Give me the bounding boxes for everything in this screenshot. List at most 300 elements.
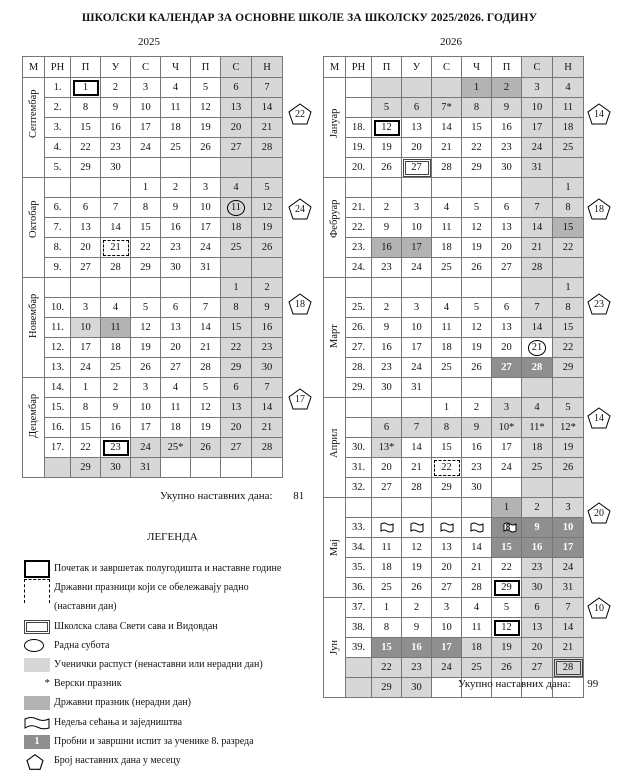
remembrance-week-flag-icon bbox=[470, 522, 484, 533]
week-row bbox=[23, 378, 283, 398]
day-cell: 18 bbox=[553, 118, 584, 138]
legend-text: Школска слава Свети сава и Видовдан bbox=[54, 620, 218, 632]
week-row bbox=[324, 598, 584, 618]
day-cell bbox=[462, 378, 492, 398]
week-row bbox=[23, 118, 283, 138]
day-cell: 15 bbox=[221, 318, 252, 338]
week-number bbox=[346, 678, 372, 698]
day-cell: 24 bbox=[492, 458, 522, 478]
day-cell bbox=[221, 458, 252, 478]
day-cell: 15 bbox=[372, 638, 402, 658]
day-cell: 27 bbox=[221, 138, 252, 158]
header-cell: Ч bbox=[161, 57, 191, 78]
day-cell: 5 bbox=[191, 78, 221, 98]
day-cell: 16 bbox=[101, 418, 131, 438]
day-cell: 27 bbox=[71, 258, 101, 278]
day-cell bbox=[372, 518, 402, 538]
week-number: 16. bbox=[45, 418, 71, 438]
day-cell: 8 bbox=[221, 298, 252, 318]
week-number bbox=[346, 98, 372, 118]
day-cell: 7* bbox=[432, 98, 462, 118]
week-number: 17. bbox=[45, 438, 71, 458]
day-cell bbox=[492, 478, 522, 498]
day-cell: 23 bbox=[402, 658, 432, 678]
day-cell: 20 bbox=[221, 418, 252, 438]
day-cell: 4 bbox=[161, 78, 191, 98]
day-cell bbox=[553, 158, 584, 178]
day-cell: 20 bbox=[161, 338, 191, 358]
day-cell: 10* bbox=[492, 418, 522, 438]
day-cell: 3 bbox=[131, 378, 161, 398]
day-cell: 6 bbox=[522, 598, 553, 618]
week-row bbox=[23, 458, 283, 478]
month-label-cell bbox=[324, 598, 346, 698]
year-left: 2025 bbox=[138, 36, 160, 48]
week-row bbox=[23, 158, 283, 178]
month-label-cell bbox=[23, 178, 45, 278]
calendar-2025 bbox=[22, 56, 283, 478]
day-cell: 19 bbox=[462, 338, 492, 358]
day-cell: 31 bbox=[522, 158, 553, 178]
day-cell: 3 bbox=[402, 298, 432, 318]
day-cell: 2 bbox=[492, 78, 522, 98]
day-cell bbox=[432, 678, 462, 698]
day-cell: 28 bbox=[522, 258, 553, 278]
week-row bbox=[324, 138, 584, 158]
day-cell: 21 bbox=[191, 338, 221, 358]
day-cell: 5 bbox=[191, 378, 221, 398]
day-cell: 12 bbox=[191, 398, 221, 418]
week-number: 38. bbox=[346, 618, 372, 638]
day-cell: 23 bbox=[372, 258, 402, 278]
day-cell: 18 bbox=[372, 558, 402, 578]
legend-text: Државни празник (нерадни дан) bbox=[54, 697, 191, 709]
working-saturday-oval: 11 bbox=[227, 200, 245, 216]
day-cell bbox=[252, 158, 283, 178]
day-cell: 26 bbox=[462, 258, 492, 278]
day-cell bbox=[522, 178, 553, 198]
day-cell: 22 bbox=[462, 138, 492, 158]
day-cell: 24 bbox=[402, 258, 432, 278]
day-cell: 9 bbox=[101, 98, 131, 118]
day-cell: 9 bbox=[402, 618, 432, 638]
day-cell: 27 bbox=[221, 438, 252, 458]
header-cell: Н bbox=[252, 57, 283, 78]
day-cell: 17 bbox=[432, 638, 462, 658]
day-cell: 25 bbox=[101, 358, 131, 378]
day-cell: 19 bbox=[191, 118, 221, 138]
week-number: 13. bbox=[45, 358, 71, 378]
day-cell: 4 bbox=[462, 598, 492, 618]
day-cell: 6 bbox=[161, 298, 191, 318]
day-cell: 1 bbox=[553, 278, 584, 298]
day-cell bbox=[71, 278, 101, 298]
day-cell: 18 bbox=[221, 218, 252, 238]
day-cell: 4 bbox=[101, 298, 131, 318]
day-cell: 8 bbox=[71, 98, 101, 118]
day-cell: 27 bbox=[432, 578, 462, 598]
week-row bbox=[23, 338, 283, 358]
month-days-count: 22 bbox=[295, 109, 305, 120]
week-row bbox=[324, 78, 584, 98]
day-cell: 4 bbox=[221, 178, 252, 198]
day-cell: 15 bbox=[492, 538, 522, 558]
month-days-count: 17 bbox=[295, 394, 305, 405]
week-row bbox=[324, 578, 584, 598]
day-cell bbox=[432, 178, 462, 198]
week-number bbox=[346, 658, 372, 678]
day-cell bbox=[372, 498, 402, 518]
day-cell: 18 bbox=[161, 118, 191, 138]
month-name: Јун bbox=[329, 640, 340, 655]
day-cell: 4 bbox=[432, 198, 462, 218]
day-cell: 21 bbox=[101, 238, 131, 258]
month-days-count: 24 bbox=[295, 204, 305, 215]
vacation-swatch bbox=[24, 658, 50, 672]
day-cell: 19 bbox=[462, 238, 492, 258]
month-label-cell bbox=[23, 278, 45, 378]
day-cell: 30 bbox=[492, 158, 522, 178]
week-number: 33. bbox=[346, 518, 372, 538]
day-cell: 22 bbox=[553, 338, 584, 358]
day-cell: 20 bbox=[492, 338, 522, 358]
day-cell: 8 bbox=[432, 418, 462, 438]
day-cell: 14 bbox=[522, 318, 553, 338]
header-cell: С bbox=[131, 57, 161, 78]
header-cell: У bbox=[101, 57, 131, 78]
flag-icon bbox=[24, 716, 50, 730]
month-days-pentagon bbox=[587, 597, 611, 619]
header-cell: РН bbox=[346, 57, 372, 78]
day-cell: 3 bbox=[191, 178, 221, 198]
week-number: 12. bbox=[45, 338, 71, 358]
day-cell: 28 bbox=[252, 138, 283, 158]
day-cell: 17 bbox=[492, 438, 522, 458]
day-cell: 18 bbox=[161, 418, 191, 438]
week-row bbox=[23, 438, 283, 458]
month-days-count: 18 bbox=[295, 299, 305, 310]
month-days-pentagon bbox=[587, 293, 611, 315]
day-cell: 25 bbox=[372, 578, 402, 598]
legend-spacer bbox=[24, 600, 50, 614]
day-cell: 26 bbox=[191, 138, 221, 158]
state-holiday-swatch bbox=[24, 696, 50, 710]
month-label-cell bbox=[324, 398, 346, 498]
day-cell: 19 bbox=[402, 558, 432, 578]
week-row bbox=[324, 518, 584, 538]
week-number bbox=[346, 398, 372, 418]
day-cell: 24 bbox=[432, 658, 462, 678]
day-cell: 23 bbox=[462, 458, 492, 478]
day-cell: 8 bbox=[553, 298, 584, 318]
day-cell: 22 bbox=[71, 138, 101, 158]
month-days-pentagon bbox=[288, 198, 312, 220]
day-cell: 29 bbox=[553, 358, 584, 378]
day-cell: 18 bbox=[432, 338, 462, 358]
day-cell bbox=[252, 458, 283, 478]
day-cell: 8 bbox=[131, 198, 161, 218]
month-days-pentagon bbox=[587, 502, 611, 524]
day-cell: 22 bbox=[492, 558, 522, 578]
day-cell: 25 bbox=[161, 138, 191, 158]
day-cell: 30 bbox=[522, 578, 553, 598]
month-label-cell bbox=[324, 78, 346, 178]
day-cell: 27 bbox=[372, 478, 402, 498]
day-cell: 18 bbox=[432, 238, 462, 258]
page-title: ШКОЛСКИ КАЛЕНДАР ЗА ОСНОВНЕ ШКОЛЕ ЗА ШКОЛСКУ 2025/2026. ГОДИНУ bbox=[81, 12, 538, 24]
day-cell: 13 bbox=[522, 618, 553, 638]
day-cell: 9 bbox=[161, 198, 191, 218]
day-cell: 27 bbox=[522, 658, 553, 678]
month-label-cell bbox=[324, 498, 346, 598]
day-cell bbox=[161, 278, 191, 298]
day-cell: 1 bbox=[492, 498, 522, 518]
day-cell: 24 bbox=[402, 358, 432, 378]
month-days-pentagon bbox=[587, 198, 611, 220]
day-cell: 3 bbox=[553, 498, 584, 518]
week-number: 24. bbox=[346, 258, 372, 278]
total-teaching-days-left bbox=[160, 490, 304, 502]
week-number: 26. bbox=[346, 318, 372, 338]
day-cell: 4 bbox=[161, 378, 191, 398]
day-cell: 4 bbox=[432, 298, 462, 318]
week-row bbox=[324, 158, 584, 178]
day-cell: 10 bbox=[131, 98, 161, 118]
day-cell: 17 bbox=[131, 418, 161, 438]
header-cell: У bbox=[402, 57, 432, 78]
day-cell: 21 bbox=[522, 238, 553, 258]
day-cell: 10 bbox=[402, 218, 432, 238]
day-cell: 22 bbox=[131, 238, 161, 258]
day-cell: 11 bbox=[101, 318, 131, 338]
day-cell bbox=[191, 458, 221, 478]
week-row bbox=[324, 438, 584, 458]
week-row bbox=[324, 358, 584, 378]
day-cell: 1 bbox=[71, 78, 101, 98]
day-cell: 28 bbox=[252, 438, 283, 458]
day-cell: 10 bbox=[131, 398, 161, 418]
day-cell: 29 bbox=[372, 678, 402, 698]
day-cell: 5 bbox=[252, 178, 283, 198]
day-cell bbox=[131, 158, 161, 178]
day-cell bbox=[492, 178, 522, 198]
day-cell: 9 bbox=[522, 518, 553, 538]
day-cell: 25 bbox=[432, 358, 462, 378]
day-cell: 16 bbox=[372, 338, 402, 358]
day-cell bbox=[221, 198, 252, 218]
month-days-pentagon bbox=[587, 407, 611, 429]
day-cell: 2 bbox=[252, 278, 283, 298]
day-cell bbox=[402, 178, 432, 198]
day-cell: 20 bbox=[372, 458, 402, 478]
week-number: 23. bbox=[346, 238, 372, 258]
header-cell: М bbox=[23, 57, 45, 78]
day-cell bbox=[432, 498, 462, 518]
day-cell: 4 bbox=[553, 78, 584, 98]
day-cell: 12 bbox=[372, 118, 402, 138]
day-cell: 13 bbox=[221, 398, 252, 418]
day-cell: 15 bbox=[131, 218, 161, 238]
week-row bbox=[324, 418, 584, 438]
day-cell: 8 bbox=[372, 618, 402, 638]
working-saturday-oval: 21 bbox=[528, 340, 547, 356]
day-cell: 8 bbox=[553, 198, 584, 218]
month-label-cell bbox=[23, 378, 45, 478]
day-cell: 9 bbox=[372, 218, 402, 238]
day-cell bbox=[522, 378, 553, 398]
day-cell: 20 bbox=[402, 138, 432, 158]
day-cell: 9 bbox=[462, 418, 492, 438]
week-number: 15. bbox=[45, 398, 71, 418]
header-row bbox=[23, 57, 283, 78]
day-cell: 25 bbox=[522, 458, 553, 478]
week-number: 20. bbox=[346, 158, 372, 178]
day-cell bbox=[432, 278, 462, 298]
day-cell bbox=[462, 518, 492, 538]
week-row bbox=[23, 258, 283, 278]
day-cell: 16 bbox=[161, 218, 191, 238]
week-row bbox=[324, 498, 584, 518]
week-row bbox=[324, 538, 584, 558]
day-cell: 7 bbox=[191, 298, 221, 318]
day-cell: 15 bbox=[71, 118, 101, 138]
week-number: 6. bbox=[45, 198, 71, 218]
day-cell: 30 bbox=[101, 158, 131, 178]
day-cell: 14 bbox=[101, 218, 131, 238]
day-cell bbox=[492, 518, 522, 538]
month-name: Мај bbox=[329, 539, 340, 556]
day-cell: 1 bbox=[462, 78, 492, 98]
week-number: 9. bbox=[45, 258, 71, 278]
legend-text: Недеља сећања и заједништва bbox=[54, 716, 183, 728]
day-cell: 12 bbox=[402, 538, 432, 558]
total-value: 99 bbox=[587, 678, 599, 690]
day-cell bbox=[372, 178, 402, 198]
remembrance-week-flag-icon bbox=[380, 522, 394, 533]
month-name: Јануар bbox=[329, 108, 340, 138]
week-number: 36. bbox=[346, 578, 372, 598]
exam-swatch: 1 bbox=[24, 735, 50, 749]
day-cell: 9 bbox=[252, 298, 283, 318]
month-label-cell bbox=[324, 178, 346, 278]
day-cell bbox=[101, 178, 131, 198]
day-cell: 2 bbox=[372, 298, 402, 318]
day-cell: 12* bbox=[553, 418, 584, 438]
day-cell: 13 bbox=[432, 538, 462, 558]
day-cell: 25 bbox=[432, 258, 462, 278]
week-number bbox=[346, 278, 372, 298]
day-cell: 18 bbox=[101, 338, 131, 358]
week-row bbox=[324, 398, 584, 418]
month-days-pentagon bbox=[288, 103, 312, 125]
day-cell: 18 bbox=[462, 638, 492, 658]
day-cell bbox=[553, 478, 584, 498]
day-cell: 21 bbox=[432, 138, 462, 158]
day-cell: 26 bbox=[372, 158, 402, 178]
day-cell: 28 bbox=[191, 358, 221, 378]
day-cell: 26 bbox=[252, 238, 283, 258]
week-number bbox=[346, 78, 372, 98]
day-cell: 14 bbox=[191, 318, 221, 338]
week-row bbox=[324, 218, 584, 238]
legend-title: ЛЕГЕНДА bbox=[147, 531, 198, 543]
day-cell: 22 bbox=[71, 438, 101, 458]
day-cell: 6 bbox=[71, 198, 101, 218]
day-cell: 21 bbox=[402, 458, 432, 478]
day-cell: 20 bbox=[221, 118, 252, 138]
week-row bbox=[324, 318, 584, 338]
day-cell: 30 bbox=[161, 258, 191, 278]
year-right: 2026 bbox=[440, 36, 462, 48]
day-cell: 26 bbox=[462, 358, 492, 378]
day-cell: 16 bbox=[101, 118, 131, 138]
day-cell bbox=[432, 78, 462, 98]
day-cell: 10 bbox=[522, 98, 553, 118]
day-cell: 7 bbox=[101, 198, 131, 218]
day-cell: 14 bbox=[432, 118, 462, 138]
day-cell: 13 bbox=[492, 318, 522, 338]
week-row bbox=[23, 398, 283, 418]
week-number bbox=[45, 278, 71, 298]
day-cell: 11 bbox=[432, 318, 462, 338]
day-cell: 14 bbox=[402, 438, 432, 458]
day-cell: 17 bbox=[522, 118, 553, 138]
day-cell bbox=[462, 178, 492, 198]
day-cell: 8 bbox=[462, 98, 492, 118]
day-cell bbox=[131, 278, 161, 298]
day-cell: 1 bbox=[221, 278, 252, 298]
week-row bbox=[324, 478, 584, 498]
day-cell: 31 bbox=[131, 458, 161, 478]
week-number: 18. bbox=[346, 118, 372, 138]
day-cell: 16 bbox=[402, 638, 432, 658]
day-cell: 1 bbox=[432, 398, 462, 418]
day-cell bbox=[522, 338, 553, 358]
month-days-count: 23 bbox=[594, 299, 604, 310]
month-days-pentagon bbox=[587, 103, 611, 125]
day-cell bbox=[432, 518, 462, 538]
day-cell: 8 bbox=[71, 398, 101, 418]
week-row bbox=[324, 298, 584, 318]
header-cell: П bbox=[372, 57, 402, 78]
day-cell: 30 bbox=[252, 358, 283, 378]
day-cell bbox=[492, 278, 522, 298]
week-number: 8. bbox=[45, 238, 71, 258]
header-cell: П bbox=[191, 57, 221, 78]
day-cell: 26 bbox=[191, 438, 221, 458]
week-row bbox=[324, 198, 584, 218]
day-cell: 21 bbox=[553, 638, 584, 658]
day-cell: 27 bbox=[161, 358, 191, 378]
legend-text: Верски празник bbox=[54, 678, 122, 690]
day-cell: 14 bbox=[553, 618, 584, 638]
day-cell: 25 bbox=[221, 238, 252, 258]
week-row bbox=[23, 218, 283, 238]
day-cell: 6 bbox=[492, 298, 522, 318]
day-cell: 7 bbox=[252, 78, 283, 98]
day-cell: 24 bbox=[191, 238, 221, 258]
day-cell: 27 bbox=[402, 158, 432, 178]
day-cell: 13 bbox=[71, 218, 101, 238]
day-cell: 6 bbox=[402, 98, 432, 118]
week-number: 1. bbox=[45, 78, 71, 98]
day-cell: 5 bbox=[553, 398, 584, 418]
day-cell: 11 bbox=[553, 98, 584, 118]
day-cell: 1 bbox=[553, 178, 584, 198]
week-row bbox=[23, 198, 283, 218]
day-cell: 28 bbox=[101, 258, 131, 278]
day-cell: 2 bbox=[522, 498, 553, 518]
